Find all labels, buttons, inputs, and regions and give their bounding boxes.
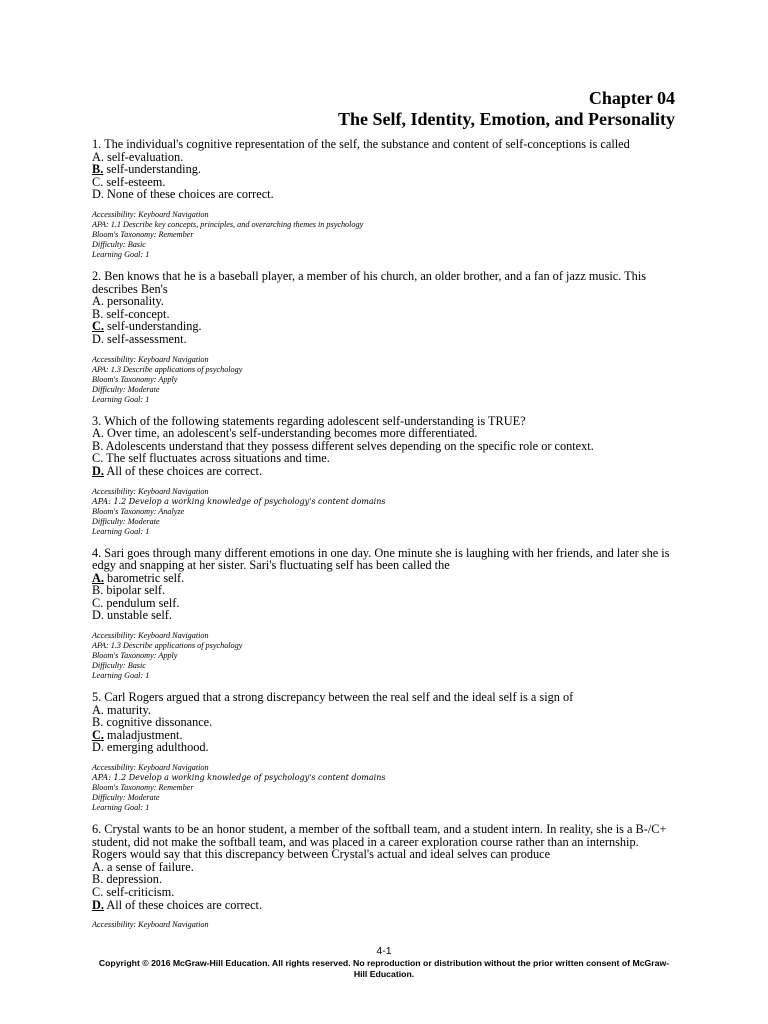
question-stem: 2. Ben knows that he is a baseball player, a member of his church, an older brother, and a fan of jazz music. This describes Ben's — [92, 268, 647, 296]
metadata-line: Bloom's Taxonomy: Remember — [92, 783, 194, 793]
option-letter: C. — [92, 595, 104, 610]
option-letter: D. — [92, 608, 104, 623]
question-block — [92, 270, 676, 405]
option-letter: C. — [92, 174, 104, 189]
metadata-line: Difficulty: Basic — [92, 239, 146, 249]
question-metadata — [92, 210, 676, 260]
metadata-line: Accessibility: Keyboard Navigation — [92, 631, 209, 641]
metadata-line: Learning Goal: 1 — [92, 526, 150, 536]
option-text: Adolescents understand that they possess different selves depending on the specific role or context. — [103, 438, 594, 453]
option-text: self-esteem. — [103, 174, 166, 189]
option-letter: A. — [92, 859, 104, 874]
option-text: a sense of failure. — [103, 859, 194, 874]
page-number: 4-1 — [376, 945, 392, 957]
answer-option — [92, 873, 676, 886]
option-text: self-concept. — [103, 306, 170, 321]
option-text: unstable self. — [103, 608, 172, 623]
correct-answer-option — [92, 572, 676, 585]
option-letter: D. — [92, 331, 104, 346]
option-letter: A. — [92, 702, 104, 717]
metadata-line: Learning Goal: 1 — [92, 249, 150, 259]
question-block — [92, 138, 676, 260]
option-text: maturity. — [103, 702, 151, 717]
metadata-line: APA: 1.3 Describe applications of psychology — [92, 364, 243, 374]
question-metadata — [92, 487, 676, 537]
option-text: bipolar self. — [103, 583, 166, 598]
option-letter: C. — [92, 451, 104, 466]
metadata-line: Accessibility: Keyboard Navigation — [92, 354, 209, 364]
option-letter: B. — [92, 306, 104, 321]
metadata-line: Accessibility: Keyboard Navigation — [92, 920, 209, 930]
question-list — [92, 138, 676, 940]
option-letter: C. — [92, 727, 104, 742]
metadata-line: Bloom's Taxonomy: Remember — [92, 229, 194, 239]
answer-option — [92, 609, 676, 622]
option-text: None of these choices are correct. — [103, 187, 274, 202]
metadata-line: Accessibility: Keyboard Navigation — [92, 209, 209, 219]
question-metadata — [92, 920, 676, 930]
option-letter: B. — [92, 583, 104, 598]
option-text: All of these choices are correct. — [103, 463, 263, 478]
option-text: depression. — [103, 872, 163, 887]
option-letter: D. — [92, 463, 104, 478]
option-letter: D. — [92, 897, 104, 912]
option-text: pendulum self. — [103, 595, 180, 610]
metadata-line: Bloom's Taxonomy: Analyze — [92, 506, 185, 516]
option-text: emerging adulthood. — [103, 740, 209, 755]
option-letter: B. — [92, 872, 104, 887]
option-letter: A. — [92, 149, 104, 164]
option-letter: A. — [92, 294, 104, 309]
question-block — [92, 823, 676, 930]
question-metadata — [92, 355, 676, 405]
option-text: self-understanding. — [103, 162, 201, 177]
metadata-line: APA: 1.3 Describe applications of psychology — [92, 641, 243, 651]
metadata-line: Learning Goal: 1 — [92, 671, 150, 681]
answer-option — [92, 188, 676, 201]
metadata-line: Bloom's Taxonomy: Apply — [92, 651, 178, 661]
option-text: All of these choices are correct. — [103, 897, 263, 912]
option-text: barometric self. — [103, 570, 185, 585]
question-block — [92, 547, 676, 682]
correct-answer-option — [92, 899, 676, 912]
option-text: cognitive dissonance. — [103, 715, 213, 730]
option-letter: D. — [92, 187, 104, 202]
option-letter: C. — [92, 885, 104, 899]
metadata-line: APA: 1.2 Develop a working knowledge of psychology's content domains — [92, 496, 386, 506]
option-letter: B. — [92, 715, 104, 730]
answer-option — [92, 741, 676, 754]
answer-option — [92, 295, 676, 308]
question-stem: 3. Which of the following statements regarding adolescent self-understanding is TRUE? — [92, 413, 526, 428]
option-letter: B. — [92, 162, 104, 177]
option-letter: B. — [92, 438, 104, 453]
option-text: Over time, an adolescent's self-understanding becomes more differentiated. — [103, 426, 478, 441]
metadata-line: Bloom's Taxonomy: Apply — [92, 374, 178, 384]
option-text: self-understanding. — [103, 319, 202, 334]
option-letter: A. — [92, 570, 104, 585]
question-block — [92, 691, 676, 813]
metadata-line: APA: 1.2 Develop a working knowledge of psychology's content domains — [92, 773, 386, 783]
option-text: personality. — [103, 294, 164, 309]
answer-option — [92, 861, 676, 874]
question-stem: 5. Carl Rogers argued that a strong discrepancy between the real self and the ideal self is a sign of — [92, 690, 574, 705]
metadata-line: Difficulty: Basic — [92, 661, 146, 671]
question-stem: 4. Sari goes through many different emotions in one day. One minute she is laughing with her friends, and later she is edgy and snapping at her sister. Sari's fluctuating self has been called the — [92, 545, 670, 573]
page-footer — [0, 944, 768, 980]
option-text: self-evaluation. — [103, 149, 184, 164]
question-block — [92, 415, 676, 537]
metadata-line: Learning Goal: 1 — [92, 803, 150, 813]
question-metadata — [92, 631, 676, 681]
correct-answer-option — [92, 465, 676, 478]
option-letter: C. — [92, 319, 104, 334]
copyright-notice: Copyright © 2016 McGraw-Hill Education. All rights reserved. No reproduction or distribution without the prior written consent of McGraw-Hill Education. — [98, 958, 670, 979]
chapter-title: The Self, Identity, Emotion, and Personality — [337, 109, 675, 129]
chapter-number: Chapter 04 — [588, 88, 675, 108]
metadata-line: APA: 1.1 Describe key concepts, principles, and overarching themes in psychology — [92, 219, 364, 229]
question-stem: 1. The individual's cognitive representation of the self, the substance and content of self-conceptions is called — [92, 137, 630, 151]
answer-option — [92, 584, 676, 597]
option-letter: D. — [92, 740, 104, 755]
option-text: self-criticism. — [103, 885, 175, 899]
chapter-header — [338, 88, 675, 130]
question-metadata — [92, 763, 676, 813]
metadata-line: Learning Goal: 1 — [92, 394, 150, 404]
option-text: maladjustment. — [103, 727, 183, 742]
answer-option — [92, 333, 676, 346]
option-text: The self fluctuates across situations and time. — [103, 451, 330, 466]
option-text: self-assessment. — [103, 331, 187, 346]
metadata-line: Accessibility: Keyboard Navigation — [92, 486, 209, 496]
correct-answer-option — [92, 163, 676, 176]
question-stem: 6. Crystal wants to be an honor student, a member of the softball team, and a student intern. In reality, she is a B-/C+ student, did not make the softball team, and was placed in a career exploration course rather than an internship. Rogers would say that this discrepancy between Crystal's actual and ideal selves can produce — [92, 822, 667, 862]
option-letter: A. — [92, 426, 104, 441]
metadata-line: Accessibility: Keyboard Navigation — [92, 763, 209, 773]
metadata-line: Difficulty: Moderate — [92, 516, 160, 526]
metadata-line: Difficulty: Moderate — [92, 384, 160, 394]
answer-option — [92, 597, 676, 610]
metadata-line: Difficulty: Moderate — [92, 793, 160, 803]
